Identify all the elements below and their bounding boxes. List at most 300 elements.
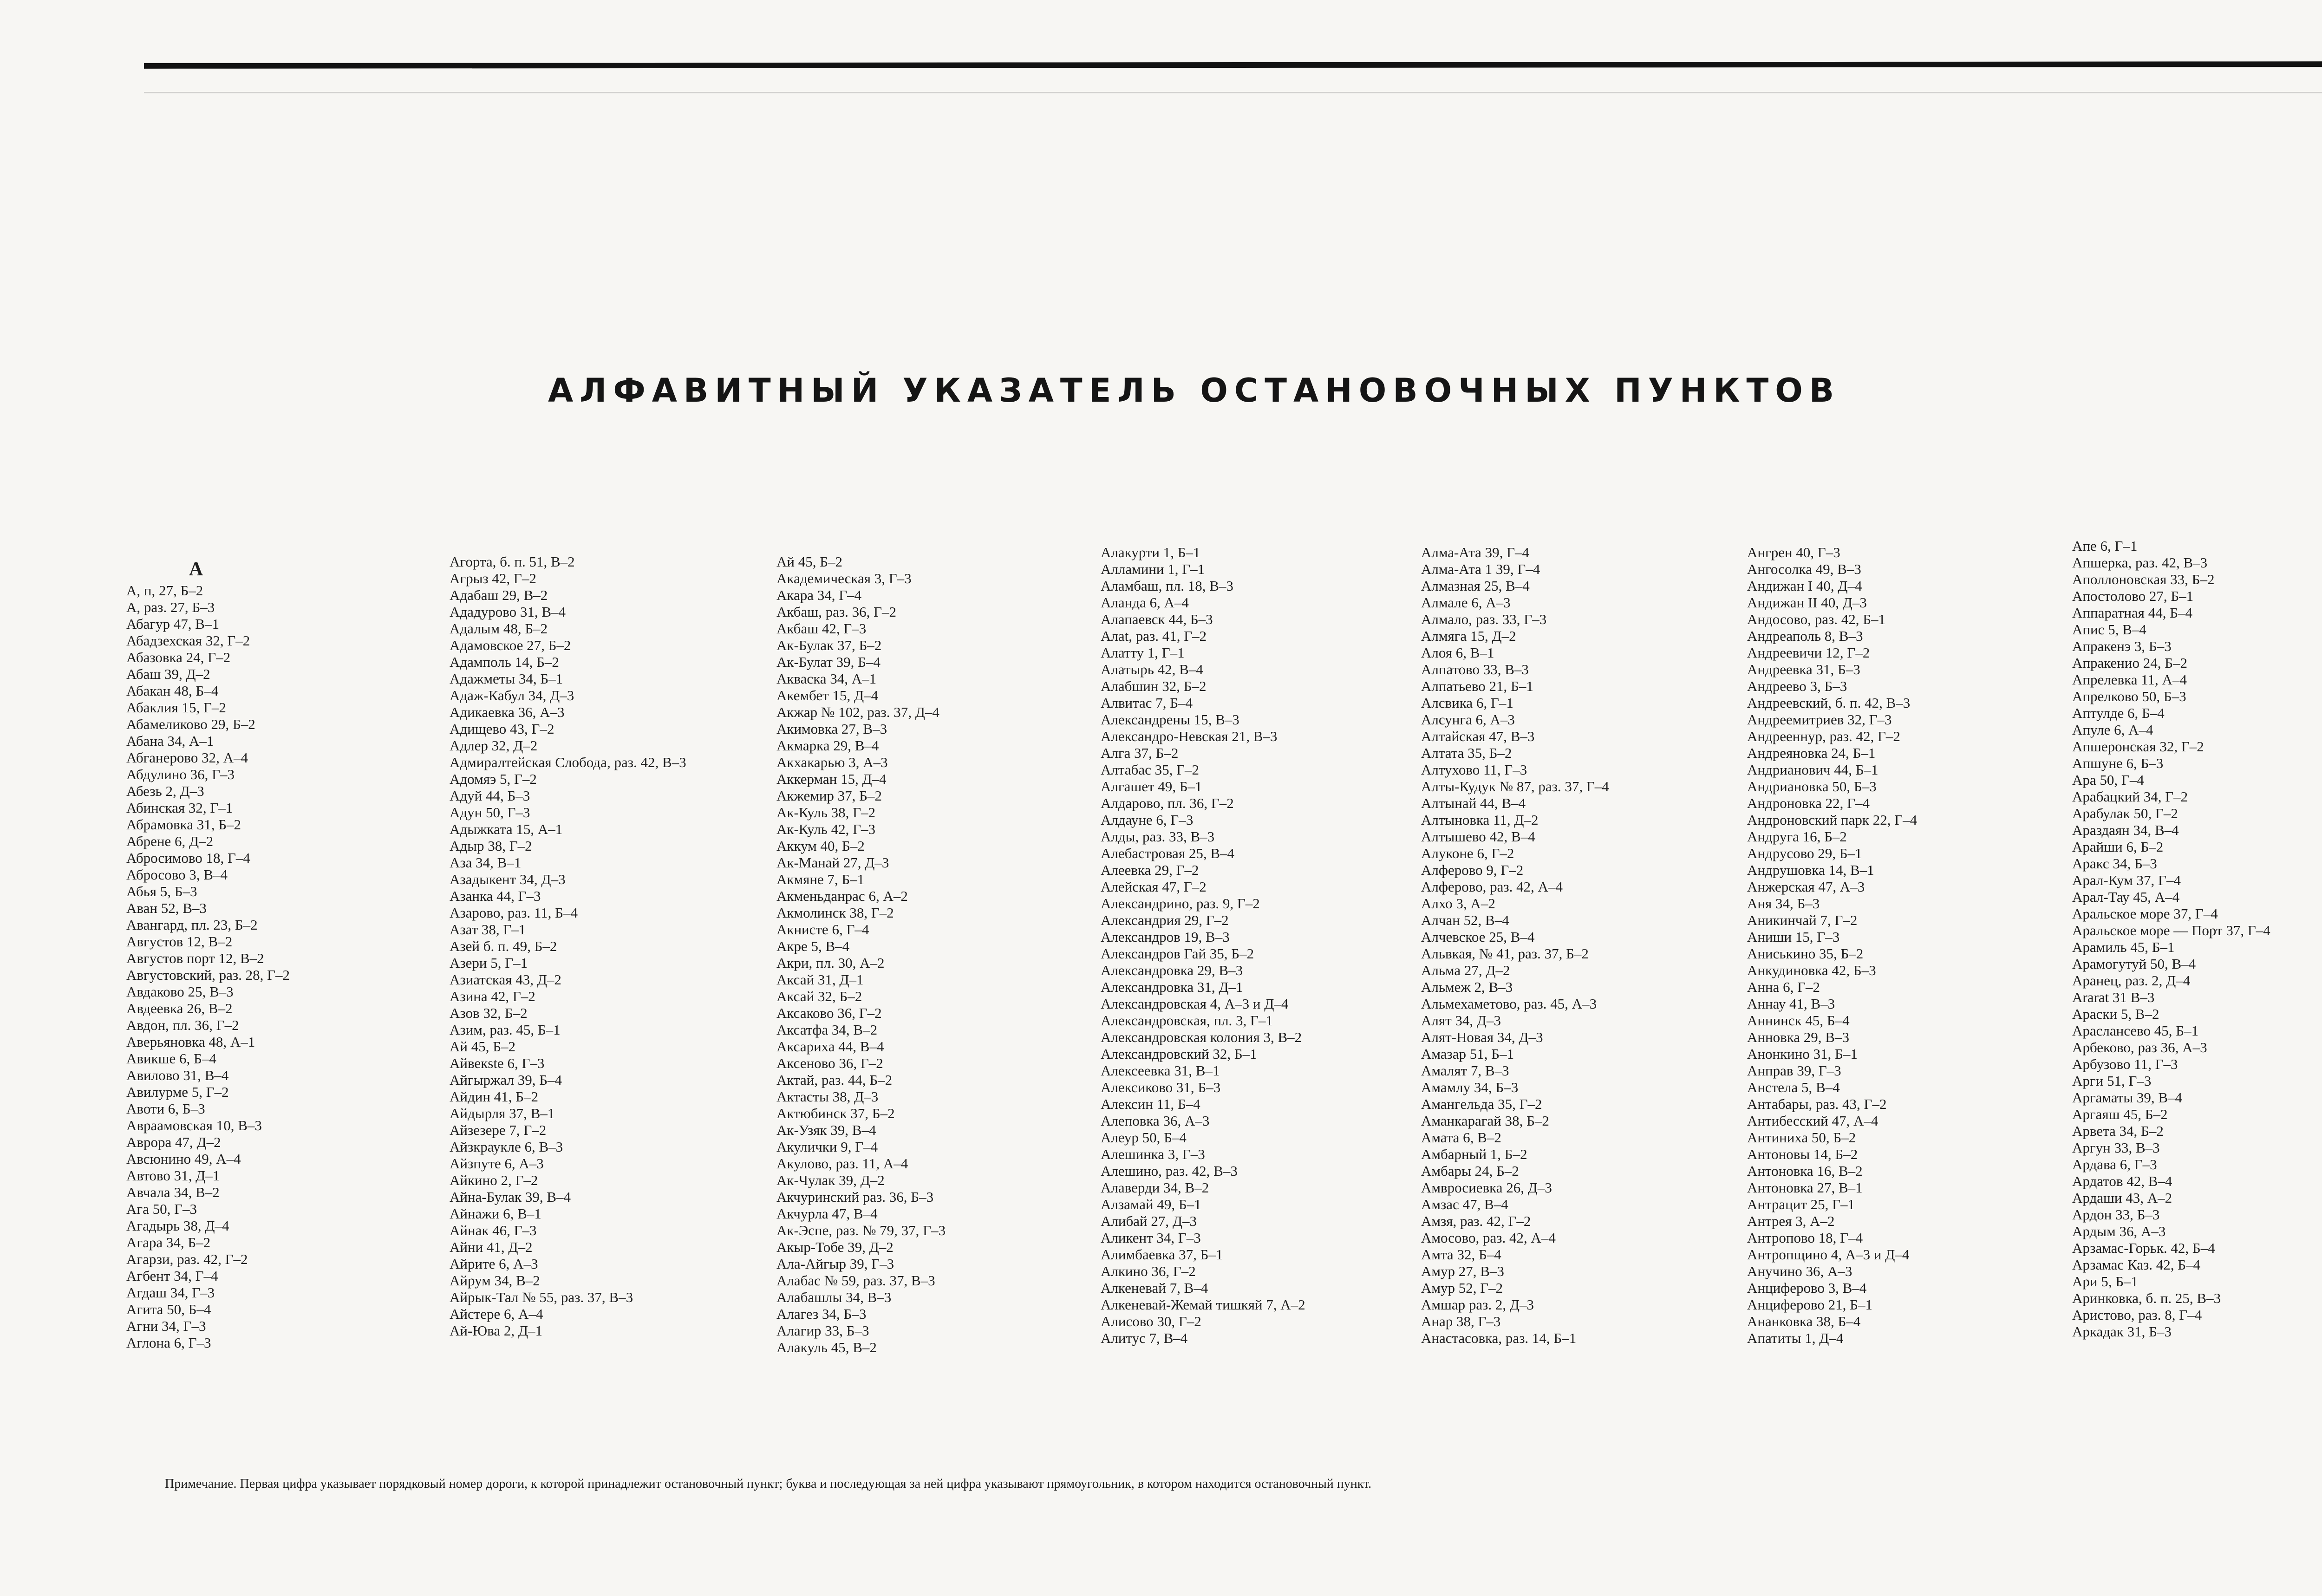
index-entry: Александрия 29, Г–2 [1101,912,1229,928]
index-entry: Айрите 6, А–3 [450,1256,538,1272]
index-entry: Анар 38, Г–3 [1421,1313,1501,1329]
index-entry: Алоя 6, В–1 [1421,645,1494,661]
index-entry: Андреевский, б. п. 42, В–3 [1747,695,1911,711]
index-entry: Апостолово 27, Б–1 [2072,588,2194,604]
index-column-7 [2072,538,2322,1466]
index-entry: Алдарово, пл. 36, Г–2 [1101,795,1234,811]
index-entry: Антрея 3, А–2 [1747,1213,1835,1229]
index-entry: Авоти 6, Б–3 [126,1101,205,1117]
index-entry: Альмехаметово, раз. 45, А–3 [1421,996,1597,1012]
index-entry: Абаклия 15, Г–2 [126,699,226,716]
index-entry: Абезь 2, Д–3 [126,783,204,799]
index-entry: Арайши 6, Б–2 [2072,839,2164,855]
entry-list [126,582,424,1351]
index-entry: Алейская 47, Г–2 [1101,879,1207,895]
index-entry: Алтынай 44, В–4 [1421,795,1526,811]
index-entry: Ак-Чулак 39, Д–2 [776,1172,885,1188]
index-entry: Автово 31, Д–1 [126,1167,220,1184]
index-entry: Алабшин 32, Б–2 [1101,678,1207,694]
index-entry: Аргаяш 45, Б–2 [2072,1106,2168,1122]
index-entry: Адыжката 15, А–1 [450,821,563,837]
index-entry: Арамогутуй 50, В–4 [2072,956,2196,972]
index-entry: Айдин 41, Б–2 [450,1088,538,1105]
index-entry: Аристово, раз. 8, Г–4 [2072,1307,2202,1323]
index-entry: Аня 34, Б–3 [1747,895,1820,912]
index-entry: Августовский, раз. 28, Г–2 [126,967,290,983]
index-entry: Акнисте 6, Г–4 [776,921,869,938]
index-entry: Андосово, раз. 42, Б–1 [1747,611,1886,627]
index-entry: Азадыкент 34, Д–3 [450,871,566,887]
index-entry: Аппаратная 44, Б–4 [2072,605,2192,621]
index-entry: Абросово 3, В–4 [126,866,228,883]
index-entry: Александровка 29, В–3 [1101,962,1243,978]
index-entry: Абазовка 24, Г–2 [126,649,231,665]
index-entry: Абамеликово 29, Б–2 [126,716,255,732]
index-entry: Альмеж 2, В–3 [1421,979,1513,995]
index-entry: Ардон 33, Б–3 [2072,1206,2160,1223]
index-entry: Алкино 36, Г–2 [1101,1263,1196,1279]
index-entry: Агарзи, раз. 42, Г–2 [126,1251,248,1267]
index-entry: Амамлу 34, Б–3 [1421,1079,1519,1095]
index-entry: Альма 27, Д–2 [1421,962,1510,978]
index-entry: Амата 6, В–2 [1421,1129,1501,1146]
index-entry: Апрелково 50, Б–3 [2072,688,2186,704]
index-entry: Алтухово 11, Г–3 [1421,762,1527,778]
index-entry: Александро-Невская 21, В–3 [1101,728,1278,744]
index-entry: Абана 34, А–1 [126,733,214,749]
index-entry: Андроновский парк 22, Г–4 [1747,812,1918,828]
index-entry: Арамиль 45, Б–1 [2072,939,2175,955]
index-entry: Ай-Юва 2, Д–1 [450,1322,543,1339]
index-entry: Антоновка 16, В–2 [1747,1163,1863,1179]
index-entry: Авилово 31, В–4 [126,1067,229,1083]
index-entry: Адамполь 14, Б–2 [450,654,559,670]
index-entry: Абагур 47, В–1 [126,616,219,632]
index-entry: Андреевичи 12, Г–2 [1747,645,1870,661]
index-entry: Авсюнино 49, А–4 [126,1151,241,1167]
index-entry: Алчевское 25, В–4 [1421,929,1535,945]
index-entry: Алеевка 29, Г–2 [1101,862,1199,878]
index-entry: Ага 50, Г–3 [126,1201,197,1217]
index-entry: Арабулак 50, Г–2 [2072,805,2178,821]
index-entry: Алят 34, Д–3 [1421,1012,1501,1029]
index-entry: Акваска 34, А–1 [776,671,877,687]
index-column-2 [450,554,775,1482]
index-entry: Алтата 35, Б–2 [1421,745,1512,761]
index-entry: Арабацкий 34, Г–2 [2072,788,2188,805]
index-entry: Александровка 31, Д–1 [1101,979,1243,995]
index-entry: Алхо 3, А–2 [1421,895,1495,912]
index-entry: А, п, 27, Б–2 [126,582,203,599]
index-entry: Анстела 5, В–4 [1747,1079,1840,1095]
index-entry: Альвкая, № 41, раз. 37, Б–2 [1421,945,1589,962]
entry-list [776,554,1102,1356]
index-column-6 [1747,544,2072,1473]
index-entry: Аринковка, б. п. 25, В–3 [2072,1290,2221,1306]
index-entry: Аманкарагай 38, Б–2 [1421,1113,1549,1129]
index-entry: Акыр-Тобе 39, Д–2 [776,1239,894,1255]
index-entry: Акембет 15, Д–4 [776,687,879,704]
section-letter: А [189,559,203,580]
entry-list [2072,538,2322,1340]
index-entry: Агита 50, Б–4 [126,1301,211,1317]
index-entry: Арги 51, Г–3 [2072,1073,2152,1089]
index-entry: Апатиты 1, Д–4 [1747,1330,1844,1346]
index-entry: Адун 50, Г–3 [450,804,530,821]
index-entry: Александровская 4, А–3 и Д–4 [1101,996,1289,1012]
index-entry: Алатырь 42, В–4 [1101,661,1203,677]
index-entry: Абакан 48, Б–4 [126,683,219,699]
index-entry: Аральское море — Порт 37, Г–4 [2072,922,2270,938]
index-column-3 [776,554,1102,1482]
index-entry: Апуле 6, А–4 [2072,722,2153,738]
index-entry: Айзезере 7, Г–2 [450,1122,547,1138]
index-entry: Анна 6, Г–2 [1747,979,1820,995]
index-entry: Авдаково 25, В–3 [126,984,234,1000]
index-entry: Акара 34, Г–4 [776,587,862,603]
index-entry: Алтайская 47, В–3 [1421,728,1535,744]
index-entry: Акбаш 42, Г–3 [776,620,867,637]
index-entry: Алды, раз. 33, В–3 [1101,828,1215,845]
index-entry: Алма-Ата 1 39, Г–4 [1421,561,1540,577]
index-entry: Абрене 6, Д–2 [126,833,214,849]
index-entry: Азина 42, Г–2 [450,988,535,1004]
index-entry: Аза 34, В–1 [450,854,522,871]
index-entry: Алакурти 1, Б–1 [1101,544,1200,560]
index-entry: Авчала 34, В–2 [126,1184,220,1200]
index-entry: Араздаян 34, В–4 [2072,822,2179,838]
index-entry: Айна-Булак 39, В–4 [450,1189,571,1205]
index-entry: Александрены 15, В–3 [1101,711,1239,728]
index-entry: Араски 5, В–2 [2072,1006,2159,1022]
index-entry: Ардава 6, Г–3 [2072,1156,2157,1173]
index-entry: Авикше 6, Б–4 [126,1050,216,1067]
index-entry: Авдон, пл. 36, Г–2 [126,1017,239,1033]
index-entry: Ак-Булат 39, Б–4 [776,654,881,670]
index-entry: Алебастровая 25, В–4 [1101,845,1235,861]
index-entry: Ананковка 38, Б–4 [1747,1313,1861,1329]
index-entry: Алисово 30, Г–2 [1101,1313,1201,1329]
index-entry: Андрусово 29, Б–1 [1747,845,1862,861]
index-entry: Апракенио 24, Б–2 [2072,655,2188,671]
index-entry: Аральское море 37, Г–4 [2072,905,2218,922]
index-entry: Адабаш 29, В–2 [450,587,548,603]
index-entry: Алдауне 6, Г–3 [1101,812,1194,828]
index-entry: Аван 52, В–3 [126,900,207,916]
index-entry: Алма-Ата 39, Г–4 [1421,544,1530,560]
index-entry: Алаверди 34, В–2 [1101,1179,1209,1196]
index-entry: Аланда 6, А–4 [1101,594,1189,611]
index-entry: Айнак 46, Г–3 [450,1222,537,1238]
index-entry: Апрелевка 11, А–4 [2072,671,2187,688]
index-entry: Аглона 6, Г–3 [126,1335,211,1351]
index-entry: Андриановка 50, Б–3 [1747,778,1877,795]
index-entry: Александровский 32, Б–1 [1101,1046,1257,1062]
index-entry: Абрамовка 31, Б–2 [126,816,241,833]
index-entry: Агара 34, Б–2 [126,1234,211,1251]
index-entry: Августов порт 12, В–2 [126,950,264,966]
index-entry: Агбент 34, Г–4 [126,1268,218,1284]
index-entry: Андрееннур, раз. 42, Г–2 [1747,728,1900,744]
index-column-1 [126,543,424,1472]
index-entry: Аргун 33, В–3 [2072,1140,2160,1156]
index-entry: Авраамовская 10, В–3 [126,1117,262,1133]
index-entry: Анжерская 47, А–3 [1747,879,1865,895]
index-entry: Алибай 27, Д–3 [1101,1213,1197,1229]
index-entry: Аликент 34, Г–3 [1101,1230,1201,1246]
index-entry: Алтабас 35, Г–2 [1101,762,1200,778]
index-entry: Антабары, раз. 43, Г–2 [1747,1096,1887,1112]
index-entry: Алзамай 49, Б–1 [1101,1196,1201,1212]
index-entry: Адомяэ 5, Г–2 [450,771,537,787]
index-entry: Айгыржал 39, Б–4 [450,1072,562,1088]
index-entry: Алимбаевка 37, Б–1 [1101,1246,1223,1263]
index-entry: Агрыз 42, Г–2 [450,570,536,586]
index-entry: Ададурово 31, В–4 [450,604,566,620]
index-entry: Алексин 11, Б–4 [1101,1096,1200,1112]
index-entry: Александровская, пл. 3, Г–1 [1101,1012,1273,1029]
index-entry: Апшуне 6, Б–3 [2072,755,2164,771]
index-entry: Аниши 15, Г–3 [1747,929,1840,945]
index-entry: Ара 50, Г–4 [2072,772,2144,788]
index-entry: Алвитас 7, Б–4 [1101,695,1193,711]
index-entry: Андреево 3, Б–3 [1747,678,1847,694]
index-entry: Абья 5, Б–3 [126,883,197,899]
index-entry: Амангельда 35, Г–2 [1421,1096,1542,1112]
index-entry: Андижан I 40, Д–4 [1747,578,1862,594]
index-entry: Абаш 39, Д–2 [126,666,210,682]
index-entry: Амвросиевка 26, Д–3 [1421,1179,1552,1196]
index-entry: Александров Гай 35, Б–2 [1101,945,1254,962]
index-entry: Амзас 47, В–4 [1421,1196,1508,1212]
index-entry: Акмолинск 38, Г–2 [776,905,894,921]
index-entry: Александрино, раз. 9, Г–2 [1101,895,1260,912]
index-entry: Антропово 18, Г–4 [1747,1230,1863,1246]
index-entry: Ак-Булак 37, Б–2 [776,637,882,653]
index-entry: Адуй 44, Б–3 [450,788,530,804]
index-entry: Аннинск 45, Б–4 [1747,1012,1850,1029]
index-entry: Ак-Манай 27, Д–3 [776,854,889,871]
index-entry: Алпатово 33, В–3 [1421,661,1529,677]
index-entry: Алят-Новая 34, Д–3 [1421,1029,1543,1045]
index-entry: Акре 5, В–4 [776,938,850,954]
index-entry: Анкудиновка 42, Б–3 [1747,962,1876,978]
index-entry: Акулово, раз. 11, А–4 [776,1155,908,1172]
index-entry: Алферово 9, Г–2 [1421,862,1524,878]
entry-list [1421,544,1746,1347]
index-entry: Ай 45, Б–2 [776,554,843,570]
index-entry: Ала-Айгыр 39, Г–3 [776,1256,894,1272]
index-entry: Алешино, раз. 42, В–3 [1101,1163,1238,1179]
index-entry: Аксеново 36, Г–2 [776,1055,883,1071]
index-entry: Алкеневай-Жемай тишкяй 7, А–2 [1101,1296,1305,1313]
index-entry: Анправ 39, Г–3 [1747,1062,1841,1079]
index-entry: Амзя, раз. 42, Г–2 [1421,1213,1531,1229]
index-entry: Адаж-Кабул 34, Д–3 [450,687,574,704]
index-entry: Акчуринский раз. 36, Б–3 [776,1189,934,1205]
index-entry: Аниськино 35, Б–2 [1747,945,1864,962]
footnote: Примечание. Первая цифра указывает порядковый номер дороги, к которой принадлежит остановочный пункт; буква и последующая за ней цифра указывают прямоугольник, в котором находится остановочный пункт. [165,1477,1372,1491]
index-column-4 [1101,544,1426,1473]
index-entry: Аврора 47, Д–2 [126,1134,221,1150]
index-entry: Аркадак 31, Б–3 [2072,1323,2172,1340]
entry-list [1747,544,2072,1347]
index-entry: Андреемитриев 32, Г–3 [1747,711,1892,728]
index-entry: Алгашет 49, Б–1 [1101,778,1202,795]
index-entry: Абросимово 18, Г–4 [126,850,250,866]
index-entry: Айвекste 6, Г–3 [450,1055,545,1071]
index-column-5 [1421,544,1746,1473]
index-entry: Арбузово 11, Г–3 [2072,1056,2178,1072]
index-entry: Аннау 41, В–3 [1747,996,1835,1012]
index-entry: Адажметы 34, Б–1 [450,671,563,687]
index-entry: Ардатов 42, В–4 [2072,1173,2172,1189]
index-entry: Актасты 38, Д–3 [776,1088,879,1105]
index-entry: Авдеевка 26, В–2 [126,1000,233,1016]
index-entry: Актай, раз. 44, Б–2 [776,1072,893,1088]
index-entry: Адикаевка 36, А–3 [450,704,565,720]
index-entry: Ардаши 43, А–2 [2072,1190,2172,1206]
index-entry: Айстере 6, А–4 [450,1306,543,1322]
index-entry: Ангрен 40, Г–3 [1747,544,1840,560]
index-entry: Антропщино 4, А–3 и Д–4 [1747,1246,1910,1263]
index-entry: Алмало, раз. 33, Г–3 [1421,611,1547,627]
index-entry: Амур 27, В–3 [1421,1263,1504,1279]
index-entry: Алексиково 31, Б–3 [1101,1079,1221,1095]
index-entry: Аламбаш, пл. 18, В–3 [1101,578,1233,594]
index-entry: Аксаково 36, Г–2 [776,1005,882,1021]
top-rule [144,61,2322,69]
index-entry: Амосово, раз. 42, А–4 [1421,1230,1556,1246]
index-entry: Алга 37, Б–2 [1101,745,1179,761]
index-entry: Аккум 40, Б–2 [776,838,865,854]
index-entry: Алуконе 6, Г–2 [1421,845,1514,861]
index-entry: Арал-Кум 37, Г–4 [2072,872,2181,888]
index-entry: Августов 12, В–2 [126,933,233,950]
index-entry: Айзкраукле 6, В–3 [450,1139,563,1155]
index-entry: Абдулино 36, Г–3 [126,766,235,782]
index-entry: Ак-Куль 42, Г–3 [776,821,876,837]
index-entry: Айдырля 37, В–1 [450,1105,555,1121]
index-entry: Алеур 50, Б–4 [1101,1129,1187,1146]
index-entry: Акулички 9, Г–4 [776,1139,878,1155]
index-entry: Айзпуте 6, А–3 [450,1155,544,1172]
index-entry: Алсвика 6, Г–1 [1421,695,1513,711]
entry-list [1101,544,1426,1347]
index-entry: Алпатьево 21, Б–1 [1421,678,1533,694]
index-entry: Апе 6, Г–1 [2072,538,2138,554]
top-rule-shadow [144,92,2322,93]
index-entry: Азарово, раз. 11, Б–4 [450,905,578,921]
index-entry: Амур 52, Г–2 [1421,1280,1503,1296]
index-entry: Алтышево 42, В–4 [1421,828,1535,845]
index-entry: Алмале 6, А–3 [1421,594,1511,611]
index-entry: Апшерка, раз. 42, В–3 [2072,554,2208,571]
index-entry: Андроновка 22, Г–4 [1747,795,1870,811]
index-entry: Анциферово 21, Б–1 [1747,1296,1872,1313]
index-entry: Аксатфа 34, В–2 [776,1022,878,1038]
index-entry: Акмарка 29, В–4 [776,737,879,754]
index-entry: Алеповка 36, А–3 [1101,1113,1210,1129]
index-entry: Акменьданрас 6, А–2 [776,888,908,904]
index-entry: Андреаполь 8, В–3 [1747,628,1863,644]
index-entry: Арзамас-Горьк. 42, Б–4 [2072,1240,2215,1256]
index-entry: Алсунга 6, А–3 [1421,711,1515,728]
index-entry: Александров 19, В–3 [1101,929,1230,945]
index-entry: Андрушовка 14, В–1 [1747,862,1874,878]
index-entry: Акмяне 7, Б–1 [776,871,865,887]
index-entry: Алабашлы 34, В–3 [776,1289,892,1305]
index-entry: Аникинчай 7, Г–2 [1747,912,1858,928]
index-entry: Алмазная 25, В–4 [1421,578,1530,594]
index-entry: Антоновка 27, В–1 [1747,1179,1863,1196]
index-entry: Айрык-Тал № 55, раз. 37, В–3 [450,1289,633,1305]
index-entry: Ай 45, Б–2 [450,1038,516,1055]
index-entry: Ангосолка 49, В–3 [1747,561,1861,577]
index-entry: Аксариха 44, В–4 [776,1038,884,1055]
index-entry: Амбарный 1, Б–2 [1421,1146,1527,1162]
index-entry: Аверьяновка 48, А–1 [126,1034,255,1050]
index-entry: Агни 34, Г–3 [126,1318,206,1334]
index-entry: Андреевка 31, Б–3 [1747,661,1860,677]
index-entry: Айни 41, Д–2 [450,1239,533,1255]
index-entry: Авангард, пл. 23, Б–2 [126,917,258,933]
index-entry: Арал-Тау 45, А–4 [2072,889,2180,905]
index-entry: А, раз. 27, Б–3 [126,599,215,615]
index-entry: Агорта, б. п. 51, В–2 [450,554,575,570]
index-entry: Алагез 34, Б–3 [776,1306,867,1322]
entry-list [450,554,775,1339]
page-title: АЛФАВИТНЫЙ УКАЗАТЕЛЬ ОСТАНОВОЧНЫХ ПУНКТОВ [548,371,1841,410]
index-entry: Айкино 2, Г–2 [450,1172,538,1188]
index-entry: Азат 38, Г–1 [450,921,526,938]
index-entry: Алатту 1, Г–1 [1101,645,1185,661]
index-entry: Алчан 52, В–4 [1421,912,1509,928]
index-entry: Андреяновка 24, Б–1 [1747,745,1876,761]
index-entry: Аракс 34, Б–3 [2072,855,2157,872]
index-entry: Адищево 43, Г–2 [450,721,554,737]
index-entry: Ак-Куль 38, Г–2 [776,804,876,821]
index-entry: Актюбинск 37, Б–2 [776,1105,895,1121]
index-entry: Айрум 34, В–2 [450,1272,540,1289]
index-entry: Амта 32, Б–4 [1421,1246,1501,1263]
index-entry: Андрианович 44, Б–1 [1747,762,1878,778]
index-entry: Алитус 7, В–4 [1101,1330,1188,1346]
index-entry: Авилурме 5, Г–2 [126,1084,229,1100]
index-entry: Акри, пл. 30, А–2 [776,955,885,971]
index-entry: Аполлоновская 33, Б–2 [2072,571,2215,587]
index-entry: Алферово, раз. 42, А–4 [1421,879,1563,895]
index-entry: Алешинка 3, Г–3 [1101,1146,1205,1162]
index-entry: Александровская колония 3, В–2 [1101,1029,1302,1045]
index-entry: Арбеково, раз 36, А–3 [2072,1039,2207,1055]
index-entry: Амбары 24, Б–2 [1421,1163,1519,1179]
index-entry: Анастасовка, раз. 14, Б–1 [1421,1330,1577,1346]
index-entry: Алламини 1, Г–1 [1101,561,1205,577]
index-entry: Агдаш 34, Г–3 [126,1284,215,1301]
index-entry: Акжар № 102, раз. 37, Д–4 [776,704,939,720]
index-entry: Айнажи 6, В–1 [450,1205,541,1222]
index-entry: Алаt, раз. 41, Г–2 [1101,628,1207,644]
index-entry: Апшеронская 32, Г–2 [2072,738,2204,755]
index-entry: Алакуль 45, В–2 [776,1339,877,1355]
index-entry: Алтыновка 11, Д–2 [1421,812,1539,828]
index-entry: Анновка 29, В–3 [1747,1029,1849,1045]
index-entry: Абинская 32, Г–1 [126,800,233,816]
index-entry: Алмяга 15, Д–2 [1421,628,1516,644]
index-entry: Алапаевск 44, Б–3 [1101,611,1213,627]
index-entry: Алагир 33, Б–3 [776,1322,869,1339]
